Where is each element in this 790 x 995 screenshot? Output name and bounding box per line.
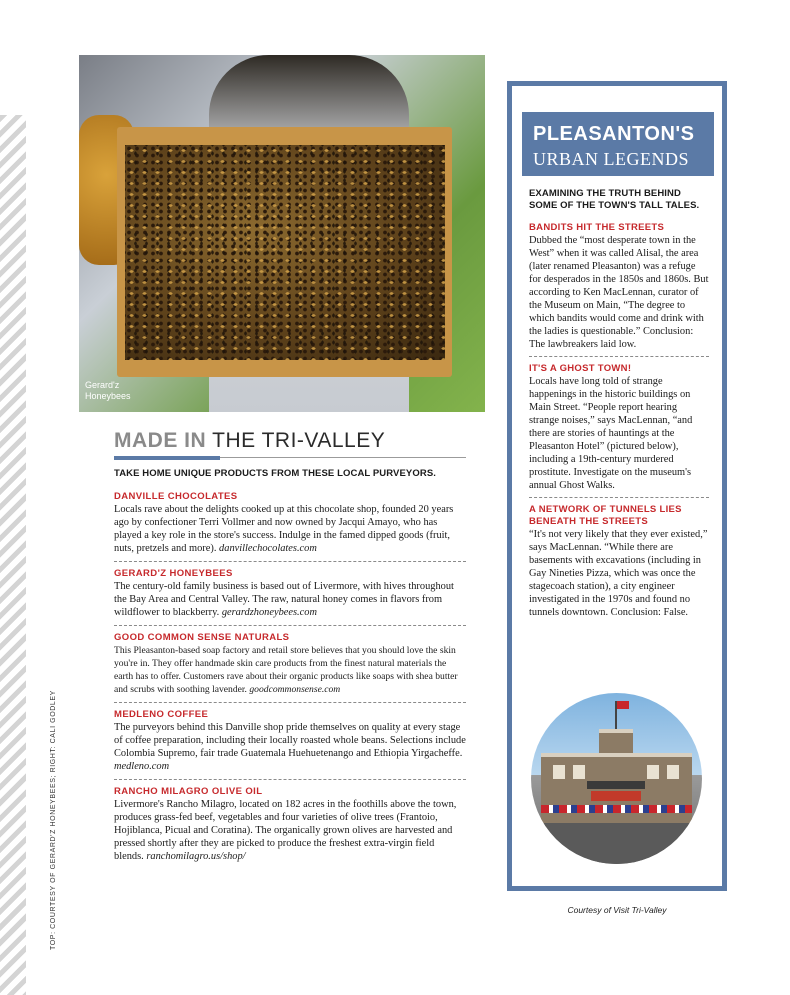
photo-caption [85,380,131,402]
sidebar-content [529,188,709,619]
entry-rancho-milagro [114,786,466,863]
legend-bandits [529,222,709,357]
hotel-photo-credit: Courtesy of Visit Tri-Valley [567,905,667,915]
divider [114,561,466,562]
headline-rule [114,456,466,460]
window [667,765,679,779]
entry-medleno-coffee [114,709,466,780]
entry-url: goodcommonsense.com [249,684,341,695]
legend-tunnels [529,504,709,619]
sidebar-intro: EXAMINING THE TRUTH BEHIND SOME OF THE TOWN'S TALL TALES. [529,188,700,211]
bees [125,145,445,360]
entry-text: Livermore's Rancho Milagro, located on 182 acres in the foothills above the town, produces grass-fed beef, vegetables and four varieties of olive trees (Frantoio, Hojiblanca, Picual and Coratina). The organically grown olives are harvested and pressed shortly after they are picked to produce the freshest extra-virgin field blends. [114,799,457,862]
made-in-article [114,428,466,863]
rule-blue [114,456,220,460]
entry-body [114,721,466,773]
sidebar-title-1: PLEASANTON'S [533,123,695,145]
entry-gerardz-honeybees [114,568,466,626]
legend-name: BANDITS HIT THE STREETS [529,222,665,233]
decorative-stripes [0,115,26,995]
entry-body [114,798,466,863]
entry-text: The purveyors behind this Danville shop pride themselves on quality at every stage of coffee preparation, including their locally roasted whole beans. Selections include Colombia Supremo, fair trade Guatemala Huehuetenango and Ethiopia Yirgacheffe. [114,722,466,759]
window [647,765,659,779]
entry-body [114,580,466,619]
divider [114,702,466,703]
flag-icon [615,701,617,731]
legend-name: A NETWORK OF TUNNELS LIES BENEATH THE STREETS [529,504,682,527]
entry-name: GOOD COMMON SENSE NATURALS [114,632,290,643]
entry-text: The century-old family business is based out of Livermore, with hives throughout the Bay Area and Central Valley. The raw, natural honey comes in flavors from wildflower to blackberry. [114,581,454,618]
entry-good-common-sense [114,632,466,703]
flag-bunting [541,805,692,813]
entry-url: ranchomilagro.us/shop/ [146,851,246,862]
entry-url: gerardzhoneybees.com [221,607,317,618]
hotel-sign [587,781,645,789]
article-headline [114,428,466,454]
sidebar-title-2: URBAN LEGENDS [533,149,690,169]
entry-body [114,503,466,555]
entry-body [114,644,466,696]
divider [114,625,466,626]
entry-danville-chocolates [114,491,466,562]
entry-name: GERARD'Z HONEYBEES [114,568,233,579]
pleasanton-hotel-photo [531,693,702,864]
caption-line-2: Honeybees [85,391,131,401]
legend-body: Locals have long told of strange happenings in the historic buildings on Main Street. “People report hearing strange noises,” says MacLennan, “and there are stories of hauntings at the Pleasanton Hotel” (pictured below), including a 19th-century murdered prostitute. Investigate on the museum's annual Ghost Walks. [529,376,693,491]
legend-name: IT'S A GHOST TOWN! [529,363,632,374]
honeybee-photo [79,55,485,412]
now-open-sign [591,791,641,801]
caption-line-1: Gerard'z [85,380,120,390]
entry-name: RANCHO MILAGRO OLIVE OIL [114,786,263,797]
headline-bold: MADE IN [114,429,207,452]
entry-url: danvillechocolates.com [219,543,317,554]
headline-rest: THE TRI-VALLEY [212,429,386,452]
legend-ghost-town [529,363,709,498]
entry-name: MEDLENO COFFEE [114,709,209,720]
divider [114,779,466,780]
legend-body: “It's not very likely that they ever existed,” says MacLennan. “While there are basements with excavations (including in Gay Nineties Pizza, which was once the stagecoach station), a city engineer investigated in the 1970s and found no tunnels downtown. Conclusion: False. [529,529,708,618]
divider [529,356,709,357]
divider [529,497,709,498]
sidebar-banner [522,112,714,176]
street [531,823,702,864]
entry-text: Locals rave about the delights cooked up at this chocolate shop, founded 20 years ago by confectioner Terri Vollmer and now owned by Jacqui Amayo, who has played a key role in the store's success. Indulge in the famed dipped goods (fruit, nuts, pretzels and more). [114,504,454,554]
entry-text: This Pleasanton-based soap factory and retail store believes that you should love the skin you're in. They offer handmade skin care products from the finest natural materials the earth has to offer. Customers rave about their organic products like soaps with shea butter and scrubs with soothing lavender. [114,645,458,695]
window [553,765,565,779]
photo-credit: TOP: COURTESY OF GERARD'Z HONEYBEES; RIGHT: CALI GODLEY [50,690,57,950]
window [573,765,585,779]
entry-url: medleno.com [114,761,170,772]
legend-body: Dubbed the “most desperate town in the West” when it was called Alisal, the area (later renamed Pleasanton) was a refuge for desperados in the 1850s and 1860s. But according to Ken MacLennan, curator of the Museum on Main, “The degree to which bandits would come and drink with the ladies is questionable.” Conclusion: The lawbreakers laid low. [529,235,709,350]
article-intro: TAKE HOME UNIQUE PRODUCTS FROM THESE LOCAL PURVEYORS. [114,468,436,479]
entry-name: DANVILLE CHOCOLATES [114,491,238,502]
